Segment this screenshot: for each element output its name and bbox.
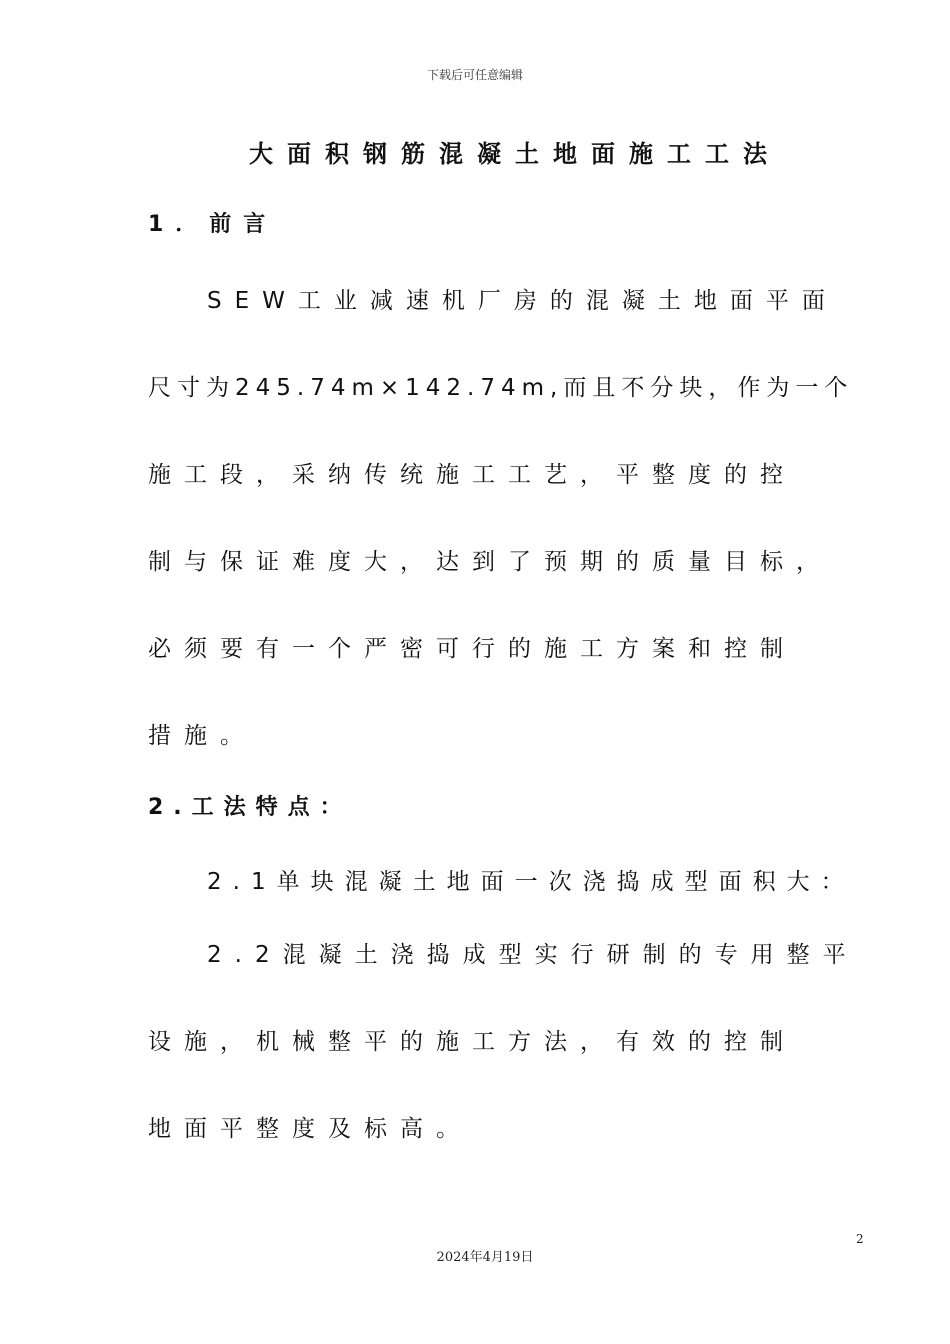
document-title: 大面积钢筋混凝土地面施工工法 [249,140,781,168]
paragraph-line: 尺寸为245.74m×142.74m,而且不分块，作为一个 [148,375,854,401]
page-footer-date: 2024年4月19日 [436,1250,534,1265]
list-item: 2.2混凝土浇捣成型实行研制的专用整平 [207,942,859,968]
section-heading-features: 2.工法特点： [148,795,352,820]
paragraph-line: SEW工业减速机厂房的混凝土地面平面 [207,288,838,314]
paragraph-line: 措施。 [148,723,256,749]
section-heading-preface: 1．前言 [148,212,278,237]
list-item: 2.1单块混凝土地面一次浇捣成型面积大： [207,869,855,895]
paragraph-line: 施工段，采纳传统施工工艺，平整度的控 [148,462,796,488]
paragraph-line: 地面平整度及标高。 [148,1116,472,1142]
page-header: 下载后可任意编辑 [426,68,523,82]
page-number: 2 [856,1232,864,1246]
paragraph-line: 设施，机械整平的施工方法，有效的控制 [148,1029,796,1055]
paragraph-line: 必须要有一个严密可行的施工方案和控制 [148,636,796,662]
paragraph-line: 制与保证难度大，达到了预期的质量目标， [148,549,832,575]
